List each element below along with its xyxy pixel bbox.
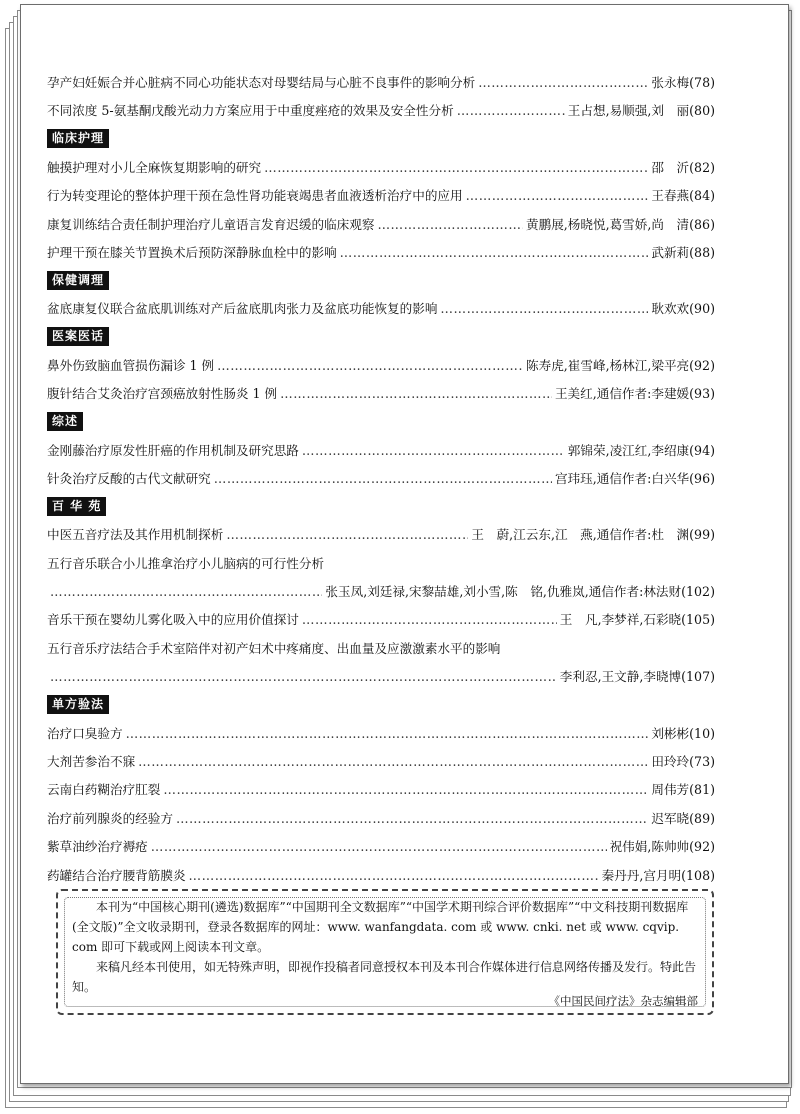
article-title: 五行音乐疗法结合手术室陪伴对初产妇术中疼痛度、出血量及应激激素水平的影响 xyxy=(47,640,501,656)
leader-dots xyxy=(377,211,523,239)
article-title: 音乐干预在婴幼儿雾化吸入中的应用价值探讨 xyxy=(47,612,299,628)
leader-dots xyxy=(151,833,607,861)
article-title: 鼻外伤致脑血管损伤漏诊 1 例 xyxy=(47,357,215,373)
leader-dots xyxy=(217,352,523,380)
article-title: 针灸治疗反酸的古代文献研究 xyxy=(47,470,211,486)
article-title: 护理干预在膝关节置换术后预防深静脉血栓中的影响 xyxy=(47,244,337,260)
section-heading xyxy=(47,694,715,716)
toc-entry[interactable] xyxy=(47,465,715,493)
leader-dots xyxy=(302,437,565,465)
article-authors-page: 宫玮珏,通信作者:白兴华(96) xyxy=(554,470,715,486)
toc-entry[interactable] xyxy=(47,606,715,634)
notice-paragraph-1: 本刊为“中国核心期刊(遴选)数据库”“中国期刊全文数据库”“中国学术期刊综合评价数据库”“中文科技期刊数据库(全文版)”全文收录期刊，登录各数据库的网址：www. wanfangdata. com 或 www. cnki. net 或 www. cqvip. com 即可下载或网上阅读本刊文章。 xyxy=(72,900,689,954)
toc-entry[interactable] xyxy=(47,437,715,465)
notice-text xyxy=(72,897,698,997)
article-authors-page: 王 蔚,江云东,江 燕,通信作者:杜 渊(99) xyxy=(471,527,715,543)
article-authors-page: 黄鹏展,杨晓悦,葛雪娇,尚 清(86) xyxy=(526,216,715,232)
article-title: 治疗口臭验方 xyxy=(47,725,123,741)
article-title: 治疗前列腺炎的经验方 xyxy=(47,810,173,826)
section-heading xyxy=(47,495,715,517)
article-title: 不同浓度 5-氨基酮戊酸光动力方案应用于中重度痤疮的效果及安全性分析 xyxy=(47,103,454,119)
leader-dots xyxy=(126,720,649,748)
article-authors-page: 迟军晓(89) xyxy=(651,810,715,826)
toc-entry[interactable] xyxy=(47,550,715,578)
article-authors-page: 张玉凤,刘廷禄,宋黎喆雄,刘小雪,陈 铭,仇雅岚,通信作者:林法财(102) xyxy=(325,584,715,600)
toc-entry[interactable] xyxy=(47,69,715,97)
leader-dots xyxy=(50,578,322,606)
toc-entry[interactable] xyxy=(47,295,715,323)
leader-dots xyxy=(163,776,648,804)
copyright-notice-box xyxy=(56,889,714,1015)
section-heading-label: 综述 xyxy=(47,412,83,431)
article-title: 五行音乐联合小儿推拿治疗小儿脑病的可行性分析 xyxy=(47,555,325,571)
leader-dots xyxy=(50,663,557,691)
article-authors-page: 田玲玲(73) xyxy=(651,754,715,770)
article-authors-page: 武新莉(88) xyxy=(651,244,715,260)
article-authors-page: 张永梅(78) xyxy=(651,75,715,90)
article-title: 云南白药糊治疗肛裂 xyxy=(47,782,161,798)
article-title: 大剂苦参治不寐 xyxy=(47,754,136,770)
article-authors-page: 邵 沂(82) xyxy=(651,159,715,175)
toc-entry[interactable] xyxy=(47,635,715,663)
toc-entry[interactable] xyxy=(47,805,715,833)
leader-dots xyxy=(440,295,648,323)
article-authors-page: 王春燕(84) xyxy=(651,188,715,204)
article-title: 药罐结合治疗腰背筋膜炎 xyxy=(47,867,186,883)
article-title: 紫草油纱治疗褥疮 xyxy=(47,839,148,855)
section-heading xyxy=(47,128,715,150)
toc-entry[interactable] xyxy=(47,97,715,125)
article-authors-page: 祝伟娟,陈帅帅(92) xyxy=(609,839,715,855)
leader-dots xyxy=(466,182,649,210)
article-authors-page: 郭锦荣,凌江红,李绍康(94) xyxy=(567,442,715,458)
leader-dots xyxy=(457,97,565,125)
article-authors-page: 李利忍,王文静,李晓博(107) xyxy=(559,669,715,685)
article-authors-page: 王美红,通信作者:李建媛(93) xyxy=(554,386,715,402)
section-heading xyxy=(47,269,715,291)
article-title: 中医五音疗法及其作用机制探析 xyxy=(47,527,224,543)
toc-entry[interactable] xyxy=(47,239,715,267)
leader-dots xyxy=(340,239,649,267)
article-authors-page: 王 凡,李梦祥,石彩晓(105) xyxy=(559,612,715,628)
article-authors-page: 王占想,易顺强,刘 丽(80) xyxy=(567,103,715,119)
toc-entry[interactable] xyxy=(47,521,715,549)
toc-entry-authors[interactable] xyxy=(47,663,715,691)
leader-dots xyxy=(280,380,552,408)
section-heading xyxy=(47,411,715,433)
leader-dots xyxy=(138,748,648,776)
article-authors-page: 耿欢欢(90) xyxy=(651,301,715,317)
leader-dots xyxy=(264,154,648,182)
section-heading-label: 临床护理 xyxy=(47,129,109,148)
toc-entry[interactable] xyxy=(47,182,715,210)
toc-entry[interactable] xyxy=(47,862,715,890)
toc-entry[interactable] xyxy=(47,776,715,804)
section-heading-label: 百 华 苑 xyxy=(47,497,106,516)
article-authors-page: 秦丹丹,宫月明(108) xyxy=(601,867,715,883)
article-title: 触摸护理对小儿全麻恢复期影响的研究 xyxy=(47,159,262,175)
section-heading-label: 单方验法 xyxy=(47,695,109,714)
toc-entry-authors[interactable] xyxy=(47,578,715,606)
table-of-contents xyxy=(47,69,715,890)
article-authors-page: 刘彬彬(10) xyxy=(651,725,715,741)
leader-dots xyxy=(478,69,648,97)
article-authors-page: 周伟芳(81) xyxy=(651,782,715,798)
leader-dots xyxy=(214,465,552,493)
toc-entry[interactable] xyxy=(47,748,715,776)
toc-entry[interactable] xyxy=(47,720,715,748)
toc-entry[interactable] xyxy=(47,833,715,861)
leader-dots xyxy=(226,521,468,549)
article-title: 孕产妇妊娠合并心脏病不同心功能状态对母婴结局与心脏不良事件的影响分析 xyxy=(47,75,476,90)
toc-entry[interactable] xyxy=(47,211,715,239)
section-heading xyxy=(47,326,715,348)
article-title: 康复训练结合责任制护理治疗儿童语言发育迟缓的临床观察 xyxy=(47,216,375,232)
notice-paragraph-2: 来稿凡经本刊使用，如无特殊声明，即视作投稿者同意授权本刊及本刊合作媒体进行信息网络传播及发行。特此告知。 xyxy=(72,960,697,994)
leader-dots xyxy=(176,805,648,833)
article-title: 盆底康复仪联合盆底肌训练对产后盆底肌肉张力及盆底功能恢复的影响 xyxy=(47,301,438,317)
toc-entry[interactable] xyxy=(47,154,715,182)
notice-signature: 《中国民间疗法》杂志编辑部 xyxy=(548,994,698,1008)
leader-dots xyxy=(189,862,599,890)
section-heading-label: 医案医话 xyxy=(47,327,109,346)
toc-entry[interactable] xyxy=(47,352,715,380)
toc-entry[interactable] xyxy=(47,380,715,408)
leader-dots xyxy=(302,606,557,634)
article-authors-page: 陈寿虎,崔雪峰,杨林江,梁平亮(92) xyxy=(526,357,715,373)
article-title: 行为转变理论的整体护理干预在急性肾功能衰竭患者血液透析治疗中的应用 xyxy=(47,188,463,204)
article-title: 腹针结合艾灸治疗宫颈癌放射性肠炎 1 例 xyxy=(47,386,278,402)
section-heading-label: 保健调理 xyxy=(47,271,109,290)
article-title: 金刚藤治疗原发性肝癌的作用机制及研究思路 xyxy=(47,442,299,458)
